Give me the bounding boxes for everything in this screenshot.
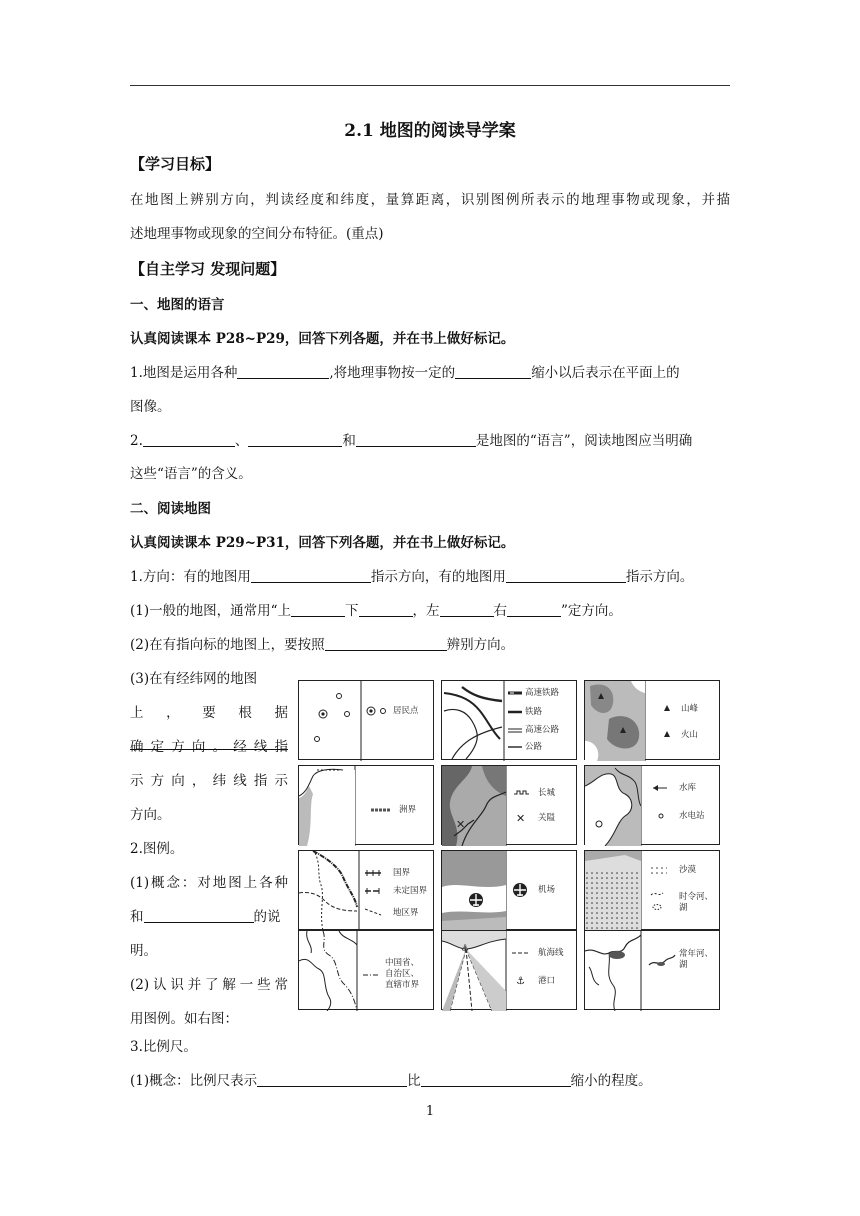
svg-text:✕: ✕: [516, 812, 526, 825]
scale-concept: (1)概念：比例尺表示 比 缩小的程度。: [130, 1073, 652, 1089]
blank[interactable]: [440, 602, 494, 617]
blank[interactable]: [455, 364, 531, 379]
reading-instruction-2: 认真阅读课本 P29~P31，回答下列各题，并在书上做好标记。: [130, 535, 515, 551]
desert-icon: [585, 851, 721, 931]
page-title: 2.1 地图的阅读导学案: [344, 121, 516, 141]
blank[interactable]: [257, 1072, 407, 1087]
blank[interactable]: [359, 602, 413, 617]
part-2-heading: 二、阅读地图: [130, 501, 211, 517]
reservoir-icon: [585, 766, 721, 846]
legend-great-wall-pass: ✕ ✕ 长城 关隘: [441, 765, 577, 845]
direction-sub-3-cont: 确定方向。经线指 示方向，纬线指示 方向。: [130, 739, 288, 823]
legend-airport: 机场: [441, 850, 577, 930]
part-1-heading: 一、地图的语言: [130, 297, 225, 313]
direction-sub-2: (2)在有指向标的地图上，要按照 辨别方向。: [130, 637, 515, 653]
svg-text:✕: ✕: [456, 818, 466, 831]
goal-line-1: 在地图上辨别方向，判读经度和纬度，量算距离，识别图例所表示的地理事物或现象，并描: [130, 192, 730, 208]
direction-question: 1.方向：有的地图用 指示方向，有的地图用 指示方向。: [130, 569, 694, 585]
legend-perennial-river: 常年河、 湖: [584, 930, 720, 1010]
map-legend-figure: [298, 680, 720, 1010]
question-2-cont: 这些“语言”的含义。: [130, 466, 252, 482]
great-wall-icon: [442, 766, 578, 846]
legend-boundaries: 国界 未定国界 地区界: [298, 850, 434, 930]
blank[interactable]: [251, 568, 371, 583]
settlement-icon: [299, 681, 435, 761]
legend-desert-seasonal: 沙漠 时令河、 湖: [584, 850, 720, 930]
legend-sea-route-port: ⚓ ⚓ 航海线 港口: [441, 930, 577, 1010]
legend-reservoir-hydro: 水库 水电站: [584, 765, 720, 845]
scale-heading: 3.比例尺。: [130, 1039, 197, 1055]
page-number: 1: [425, 1104, 435, 1119]
question-1: 1.地图是运用各种 ,将地理事物按一定的 缩小以后表示在平面上的: [130, 365, 680, 381]
direction-sub-1: (1)一般的地图，通常用“上 下 ，左 右 ”定方向。: [130, 603, 622, 619]
legend-provincial-boundary: 中国省、 自治区、 直辖市界: [298, 930, 434, 1010]
legend-heading: 2.图例。: [130, 841, 184, 857]
blank[interactable]: [144, 908, 254, 923]
legend-concept: (1)概念：对地图上各种 和 的说 明。: [130, 875, 288, 959]
blank[interactable]: [421, 1072, 571, 1087]
mountain-icon: [585, 681, 721, 761]
legend-peak-volcano: 山峰 火山: [584, 680, 720, 760]
blank[interactable]: [291, 602, 345, 617]
sea-route-icon: [442, 931, 578, 1011]
reading-instruction-1: 认真阅读课本 P28~P29，回答下列各题，并在书上做好标记。: [130, 331, 515, 347]
direction-sub-3: (3)在有经纬网的地图 上 ， 要 根 据: [130, 669, 288, 771]
svg-text:⚓: ⚓: [516, 976, 525, 987]
river-icon: [585, 931, 721, 1011]
blank[interactable]: [506, 568, 626, 583]
blank[interactable]: [325, 636, 447, 651]
svg-text:⚓: ⚓: [461, 944, 470, 954]
blank[interactable]: [248, 432, 342, 447]
question-2: 2. 、 和 是地图的“语言”，阅读地图应当明确: [130, 433, 693, 449]
legend-canal: 洲界: [298, 765, 434, 845]
airport-icon: [442, 851, 578, 931]
legend-common: (2)认识并了解一些常 用图例。如右图：: [130, 977, 288, 1027]
blank[interactable]: [143, 432, 235, 447]
legend-transport: 高速铁路 铁路 高速公路 公路: [441, 680, 577, 760]
blank[interactable]: [237, 364, 329, 379]
blank[interactable]: [356, 432, 476, 447]
blank[interactable]: [507, 602, 561, 617]
section-self-study: 【自主学习 发现问题】: [130, 260, 286, 278]
question-1-cont: 图像。: [130, 399, 171, 415]
legend-settlement: 居民点: [298, 680, 434, 760]
header-rule: [130, 85, 730, 86]
goal-line-2: 述地理事物或现象的空间分布特征。(重点): [130, 226, 384, 242]
section-learning-goals: 【学习目标】: [130, 155, 221, 173]
